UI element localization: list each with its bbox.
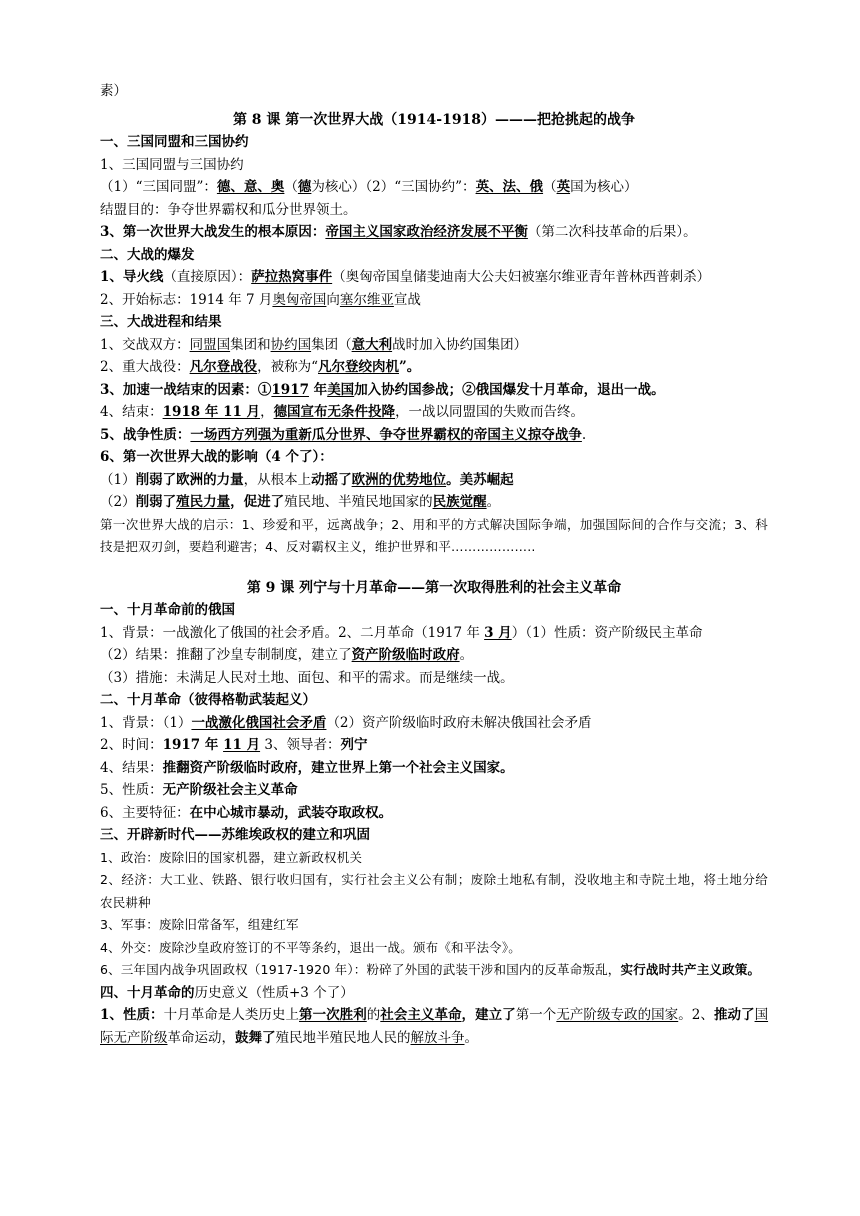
text: （2） <box>100 494 136 510</box>
text: 推翻资产阶级临时政府，建立世界上第一个社会主义国家。 <box>162 759 514 776</box>
lesson-8-s1-root-cause <box>100 221 768 244</box>
lesson-8-title: 第 8 课 第一次世界大战（1914-1918）———把抢挑起的战争 <box>232 111 636 128</box>
austria-hungary: 奥匈帝国 <box>272 291 327 308</box>
text: ，建立了 <box>461 1007 516 1023</box>
document-page <box>100 80 768 1049</box>
year-1917: 1917 <box>271 381 309 398</box>
text: 加入协约国参战；②俄国爆发十月革命，退出一战。 <box>354 381 665 398</box>
triple-entente-members: 英、法、俄 <box>475 179 544 195</box>
war-nature: 一场西方列强为重新瓜分世界、争夺世界霸权的帝国主义掠夺战争 <box>190 426 582 443</box>
lesson-8-s3-impact-heading: 6、第一次世界大战的影响（4 个了）： <box>100 449 333 465</box>
lesson-9-s2-nature <box>100 779 768 802</box>
lesson-8-s1-item1: 1、三国同盟与三国协约 <box>100 156 244 173</box>
usa: 美国 <box>327 381 355 398</box>
lesson-8-s3-sides <box>100 334 768 357</box>
socialist-revolution: 社会主义革命 <box>380 1007 462 1023</box>
lesson-9-s4-significance <box>100 1004 768 1049</box>
text: 集团和 <box>230 336 271 353</box>
text: （2）资产阶级临时政府未解决俄国社会矛盾 <box>326 714 592 731</box>
text: ，一战以同盟国的失败而告终。 <box>395 404 585 420</box>
text: 1、性质： <box>100 1007 164 1023</box>
text: 。2、 <box>678 1007 714 1023</box>
lesson-9-s2-time <box>100 734 768 757</box>
text: 历史意义（性质+3 个了） <box>194 984 354 1001</box>
text: 十月革命是人类历史上 <box>163 1007 300 1023</box>
lesson-9-s3-politics: 1、政治：废除旧的国家机器，建立新政权机关 <box>100 849 363 865</box>
text: 。美苏崛起 <box>446 471 514 488</box>
text: 。 <box>459 647 474 663</box>
text: 5、性质： <box>100 782 163 798</box>
text: 鼓舞了 <box>235 1029 276 1046</box>
text: ”。 <box>399 359 421 375</box>
text: 1917 年 <box>162 737 224 753</box>
lesson-8-s3-end <box>100 401 768 424</box>
text: 年 <box>308 381 328 398</box>
text: 2、重大战役： <box>100 359 190 375</box>
end-date: 1918 年 11 月 <box>162 404 261 420</box>
text: 2、时间： <box>100 737 163 753</box>
italy: 意大利 <box>351 336 393 353</box>
lesson-9-title: 第 9 课 列宁与十月革命——第一次取得胜利的社会主义革命 <box>246 579 622 596</box>
central-powers: 同盟国 <box>189 336 231 353</box>
lesson-8-inspiration: 第一次世界大战的启示：1、珍爱和平，远离战争；2、用和平的方式解决国际争端，加强国际间的合作与交流；3、科技是把双刃剑，要趋利避害；4、反对霸权主义，维护世界和平……………….. <box>100 516 768 554</box>
war-communism: 实行战时共产主义政策。 <box>620 962 761 977</box>
text: 集团（ <box>311 336 352 353</box>
text: 无产阶级社会主义革命 <box>162 782 298 798</box>
march: 3 月 <box>484 624 512 641</box>
text: 1、导火线 <box>100 269 164 285</box>
lesson-9-s2-background <box>100 712 768 735</box>
sarajevo-incident: 萨拉热窝事件 <box>251 269 333 285</box>
lesson-9-s3-diplomacy: 4、外交：废除沙皇政府签订的不平等条约，退出一战。颁布《和平法令》。 <box>100 939 522 955</box>
text: 6、三年国内战争巩固政权（1917-1920 年）：粉碎了外国的武装干涉和国内的反革命叛乱， <box>100 962 621 977</box>
text: 6、主要特征： <box>100 804 190 821</box>
lesson-8-section-2-heading: 二、大战的爆发 <box>100 246 195 263</box>
text: 宣战 <box>393 291 421 308</box>
verdun: 凡尔登战役 <box>189 359 258 375</box>
text: 3、领导者： <box>260 737 341 753</box>
lesson-8-section-1-heading: 一、三国同盟和三国协约 <box>100 134 249 150</box>
serbia: 塞尔维亚 <box>339 291 394 308</box>
text: ， <box>260 404 274 420</box>
text: （1）“三国同盟”： <box>100 179 217 195</box>
lesson-9-section-4-heading <box>100 982 768 1005</box>
verdun-meat-grinder: 凡尔登绞肉机 <box>318 359 399 375</box>
text: （ <box>284 179 298 195</box>
lesson-9-section-1-heading: 一、十月革命前的俄国 <box>100 602 235 618</box>
text: （ <box>543 179 557 195</box>
lesson-9-s2-features <box>100 802 768 825</box>
international-proletariat: 国际无产阶级 <box>100 1007 769 1046</box>
text: ，促进了 <box>230 494 285 510</box>
lesson-9-section-3-heading: 三、开辟新时代——苏维埃政权的建立和巩固 <box>100 827 370 843</box>
text: （1） <box>100 471 136 488</box>
text: 推动了 <box>713 1007 755 1023</box>
provisional-government: 资产阶级临时政府 <box>351 647 460 663</box>
text: 。 <box>486 494 501 510</box>
lesson-8-s1-purpose: 结盟目的：争夺世界霸权和瓜分世界领土。 <box>100 201 357 218</box>
text: 欧洲的力量 <box>176 471 244 488</box>
root-cause: 帝国主义国家政治经济发展不平衡 <box>325 224 528 240</box>
triple-alliance-members: 德、意、奥 <box>216 179 285 195</box>
text: 1、背景：一战激化了俄国的社会矛盾。2、二月革命（1917 年 <box>100 624 485 641</box>
text: 四、十月革命的 <box>100 984 195 1001</box>
lenin: 列宁 <box>340 737 368 753</box>
national-awakening: 民族觉醒 <box>432 494 487 510</box>
colonial-power: 殖民力量 <box>176 494 231 510</box>
liberation-struggle: 解放斗争 <box>410 1029 465 1046</box>
europe-dominance: 欧洲的优势地位 <box>351 471 447 488</box>
text: ，从根本上 <box>243 471 312 488</box>
contradiction: 一战激化俄国社会矛盾 <box>191 714 327 731</box>
text: 4、结束： <box>100 404 163 420</box>
text: 在中心城市暴动，武装夺取政权。 <box>189 804 393 821</box>
text: 削弱了 <box>135 494 177 510</box>
lesson-8-s3-battle <box>100 356 768 379</box>
lesson-9-s1-measures: （3）措施：未满足人民对土地、面包、和平的需求。而是继续一战。 <box>100 669 514 686</box>
text: 5、战争性质： <box>100 426 191 443</box>
lesson-9-s3-civil-war <box>100 959 768 982</box>
top-fragment: 素） <box>100 83 127 99</box>
text: 殖民地、半殖民地国家的 <box>284 494 433 510</box>
text: 。 <box>464 1029 478 1046</box>
text: 革命运动， <box>167 1029 235 1046</box>
text: 1、交战双方： <box>100 336 190 353</box>
text: . <box>581 426 587 443</box>
text: ，被称为“ <box>257 359 318 375</box>
text: 向 <box>326 291 340 308</box>
lesson-8-section-3-heading: 三、大战进程和结果 <box>100 314 222 330</box>
lesson-8-s3-nature <box>100 424 768 447</box>
lesson-9-s1-result <box>100 644 768 667</box>
lesson-8-s2-start <box>100 289 768 312</box>
lesson-9-s1-background <box>100 622 768 645</box>
lesson-8-s3-factors <box>100 379 768 402</box>
lesson-8-s1-alliances <box>100 176 768 199</box>
text: 国为核心） <box>570 179 638 195</box>
text: 2、开始标志：1914 年 7 月 <box>100 291 273 308</box>
text: 第一个 <box>515 1007 557 1023</box>
text: ）（1）性质：资产阶级民主革命 <box>511 624 703 641</box>
text: （奥匈帝国皇储斐迪南大公夫妇被塞尔维亚青年普林西普刺杀） <box>332 269 711 285</box>
proletarian-state: 无产阶级专政的国家 <box>556 1007 679 1023</box>
text: 削弱了 <box>135 471 177 488</box>
november: 11 月 <box>223 737 261 753</box>
core-germany: 德 <box>297 179 312 195</box>
text: 3、第一次世界大战发生的根本原因： <box>100 224 326 240</box>
text: （直接原因）： <box>163 269 252 285</box>
text: 动摇了 <box>311 471 352 488</box>
lesson-8-s3-impact-2 <box>100 491 768 514</box>
text: 4、结果： <box>100 759 163 776</box>
core-britain: 英 <box>556 179 571 195</box>
germany-surrender: 德国宣布无条件投降 <box>273 404 396 420</box>
lesson-9-s3-military: 3、军事：废除旧常备军，组建红军 <box>100 917 299 932</box>
allies: 协约国 <box>270 336 312 353</box>
lesson-8-s3-impact-1 <box>100 469 768 492</box>
lesson-9-s2-result <box>100 757 768 780</box>
lesson-9-section-2-heading: 二、十月革命（彼得格勒武装起义） <box>100 692 316 708</box>
text: 战时加入协约国集团） <box>392 336 528 353</box>
first-victory: 第一次胜利 <box>299 1007 367 1023</box>
text: （2）结果：推翻了沙皇专制制度，建立了 <box>100 647 352 663</box>
text: 殖民地半殖民地人民的 <box>275 1029 411 1046</box>
text: 为核心）（2）“三国协约”： <box>311 179 476 195</box>
lesson-8-s2-fuse <box>100 266 768 289</box>
text: 1、背景：（1） <box>100 714 192 731</box>
text: 的 <box>366 1007 381 1023</box>
text: （第二次科技革命的后果）。 <box>527 224 697 240</box>
text: 3、加速一战结束的因素：① <box>100 381 272 398</box>
lesson-9-s3-economy: 2、经济：大工业、铁路、银行收归国有，实行社会主义公有制；废除土地私有制，没收地主和寺院土地，将土地分给农民耕种 <box>100 872 768 910</box>
